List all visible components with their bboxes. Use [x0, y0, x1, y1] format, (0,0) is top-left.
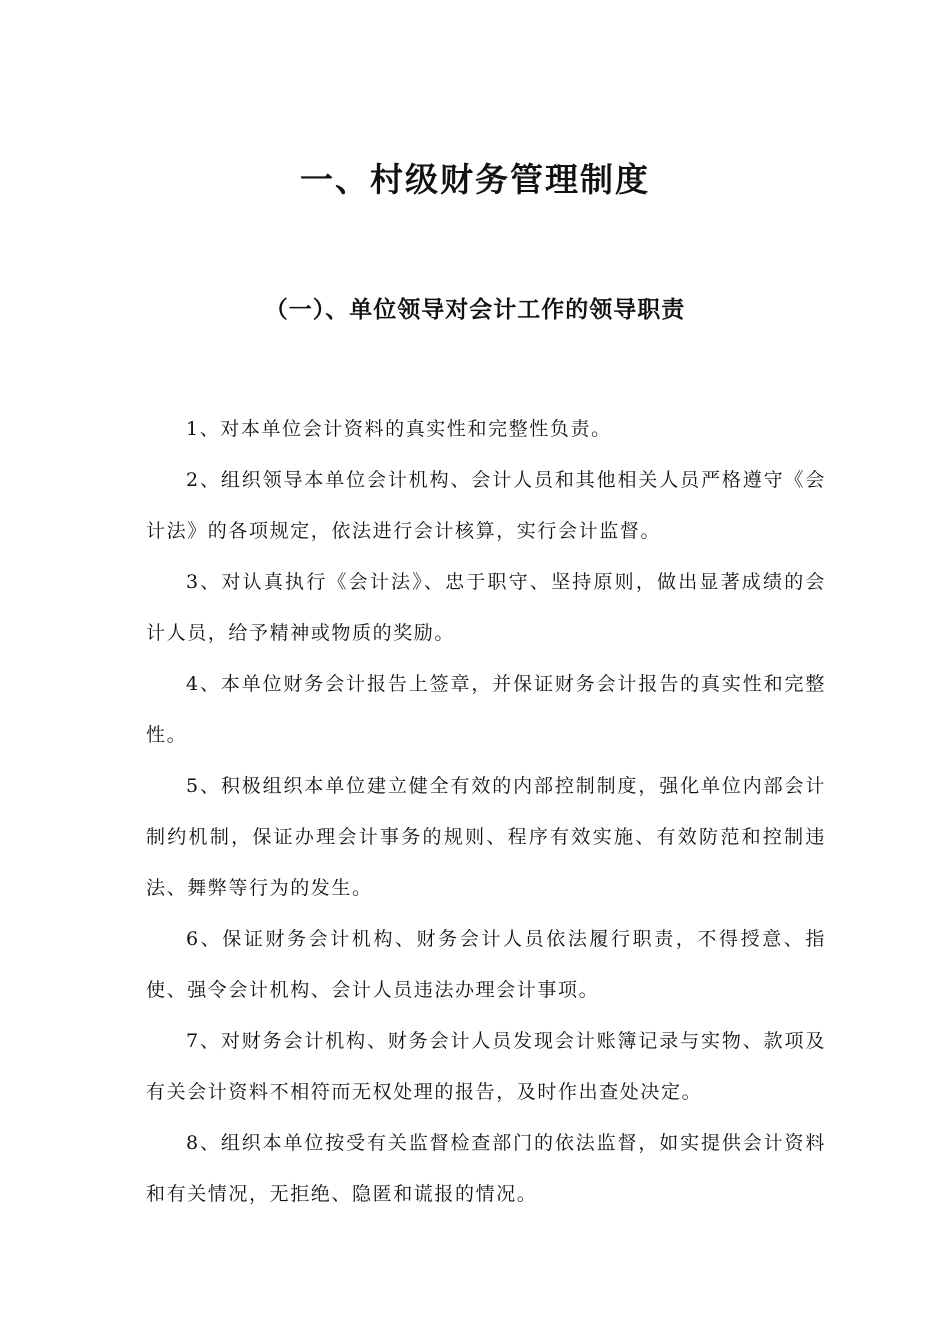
body-text	[146, 404, 826, 1220]
paragraph-6: 6、保证财务会计机构、财务会计人员依法履行职责，不得授意、指使、强令会计机构、会计人员违法办理会计事项。	[146, 928, 826, 1001]
paragraph-7: 7、对财务会计机构、财务会计人员发现会计账簿记录与实物、款项及有关会计资料不相符而无权处理的报告，及时作出查处决定。	[146, 1030, 826, 1103]
section-title: （一）、单位领导对会计工作的领导职责	[264, 296, 686, 323]
paragraph-3: 3、对认真执行《会计法》、忠于职守、坚持原则，做出显著成绩的会计人员，给予精神或物质的奖励。	[146, 571, 826, 644]
paragraph-2: 2、组织领导本单位会计机构、会计人员和其他相关人员严格遵守《会计法》的各项规定，依法进行会计核算，实行会计监督。	[146, 469, 826, 542]
paragraph-4: 4、本单位财务会计报告上签章，并保证财务会计报告的真实性和完整性。	[146, 673, 826, 746]
paragraph-1: 1、对本单位会计资料的真实性和完整性负责。	[186, 418, 612, 440]
paragraph-5: 5、积极组织本单位建立健全有效的内部控制制度，强化单位内部会计制约机制，保证办理会计事务的规则、程序有效实施、有效防范和控制违法、舞弊等行为的发生。	[146, 775, 826, 899]
paragraph-8: 8、组织本单位按受有关监督检查部门的依法监督，如实提供会计资料和有关情况，无拒绝、隐匿和谎报的情况。	[146, 1132, 826, 1205]
document-title: 一、村级财务管理制度	[300, 160, 650, 199]
